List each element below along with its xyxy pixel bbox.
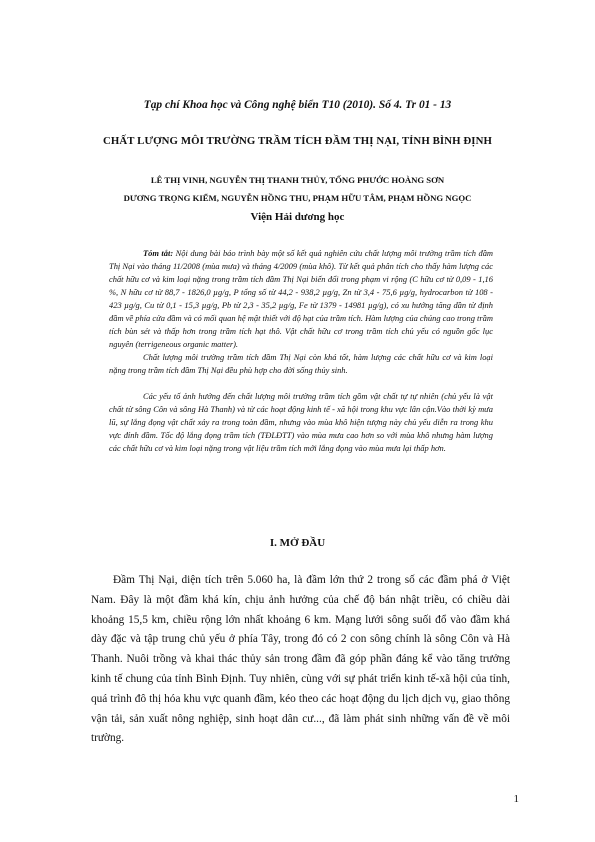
abstract-paragraph-2: Chất lượng môi trường trầm tích đầm Thị Nại còn khá tốt, hàm lượng các chất hữu cơ và kim loại nặng trong trầm tích đầm Thị Nại đều phù hợp cho đời sống thủy sinh. — [109, 352, 493, 375]
body-paragraph: Đầm Thị Nại, diện tích trên 5.060 ha, là đầm lớn thứ 2 trong số các đầm phá ở Việt Nam. Đây là một đầm khá kín, chịu ảnh hưởng của chế độ bán nhật triều, có chiều dài khoảng 15,5 km, chiều rộng lớn nhất khoảng 6 km. Mạng lưới sông suối đổ vào đầm khá dày đặc và tập trung chủ yếu ở phía Tây, trong đó có 2 con sông chính là sông Côn và Hà Thanh. Nuôi trồng và khai thác thủy sản trong đầm đã góp phần đáng kể vào tăng trưởng kinh tế chung của tỉnh Bình Định. Tuy nhiên, cùng với sự phát triển kinh tế-xã hội của tỉnh, quá trình đô thị hóa khu vực quanh đầm, kéo theo các hoạt động du lịch dịch vụ, giao thông vận tải, sản xuất nông nghiệp, sinh hoạt dân cư..., đã làm phát sinh những vấn đề về môi trường. — [91, 574, 510, 745]
authors-line-1: LÊ THỊ VINH, NGUYỄN THỊ THANH THỦY, TỐNG PHƯỚC HOÀNG SƠN — [150, 175, 445, 185]
section-heading: I. MỞ ĐẦU — [269, 537, 326, 549]
page-number: 1 — [513, 793, 519, 805]
journal-citation: Tạp chí Khoa học và Công nghệ biển T10 (2010). Số 4. Tr 01 - 13 — [143, 99, 452, 111]
abstract-paragraph-3: Các yếu tố ảnh hưởng đến chất lượng môi trường trầm tích gồm vật chất tự tự nhiên (chủ yếu là vật chất từ sông Côn và sông Hà Thanh) và từ các hoạt động kinh tế - xã hội trong khu vực lân cận.Vào thời kỳ mưa lũ, sự lắng đọng vật chất xảy ra trong toàn đầm, nhưng vào mùa khô hiện tượng này chủ yếu diễn ra trong khu vực đỉnh đầm. Tốc độ lắng đọng trầm tích (TĐLĐTT) vào mùa mưa cao hơn so với mùa khô nhưng hàm lượng các chất hữu cơ và kim loại nặng trong vật liệu trầm tích mới lắng đọng vào mùa mưa lại thấp hơn. — [109, 391, 493, 453]
affiliation: Viện Hải dương học — [250, 211, 345, 223]
authors-line-2: DƯƠNG TRỌNG KIỂM, NGUYỄN HỒNG THU, PHẠM HỮU TÂM, PHẠM HỒNG NGỌC — [123, 193, 472, 203]
abstract-label: Tóm tắt: — [143, 248, 174, 258]
abstract-paragraph-1 — [109, 247, 493, 351]
paper-title: CHẤT LƯỢNG MÔI TRƯỜNG TRẦM TÍCH ĐẦM THỊ NẠI, TỈNH BÌNH ĐỊNH — [102, 135, 493, 147]
abstract-text-1: Nội dung bài báo trình bày một số kết quả nghiên cứu chất lượng môi trường trầm tích đầm Thị Nại vào tháng 11/2008 (mùa mưa) và tháng 4/2009 (mùa khô). Từ kết quả phân tích cho thấy hàm lượng các chất hữu cơ và kim loại nặng trong trầm tích đầm Thị Nại biến đổi trong phạm vi rộng (C hữu cơ từ 0,09 - 1,16 %, N hữu cơ từ 88,7 - 1826,0 µg/g, P tổng số từ 44,2 - 938,2 µg/g, Zn từ 3,4 - 75,6 µg/g, hydrocarbon từ 108 - 423 µg/g, Cu từ 0,1 - 15,3 µg/g, Pb từ 2,3 - 35,2 µg/g, Fe từ 1379 - 14981 µg/g), có xu hướng tăng dần từ định đầm về phía cửa đầm và có mối quan hệ mật thiết với độ hạt của trầm tích. Hàm lượng của chúng cao trong trầm tích bùn sét và thấp hơn trong trầm tích hạt thô. Vật chất hữu cơ trong trầm tích chủ yếu có nguồn gốc lục nguyên (terrigeneous organic matter). — [109, 248, 494, 349]
